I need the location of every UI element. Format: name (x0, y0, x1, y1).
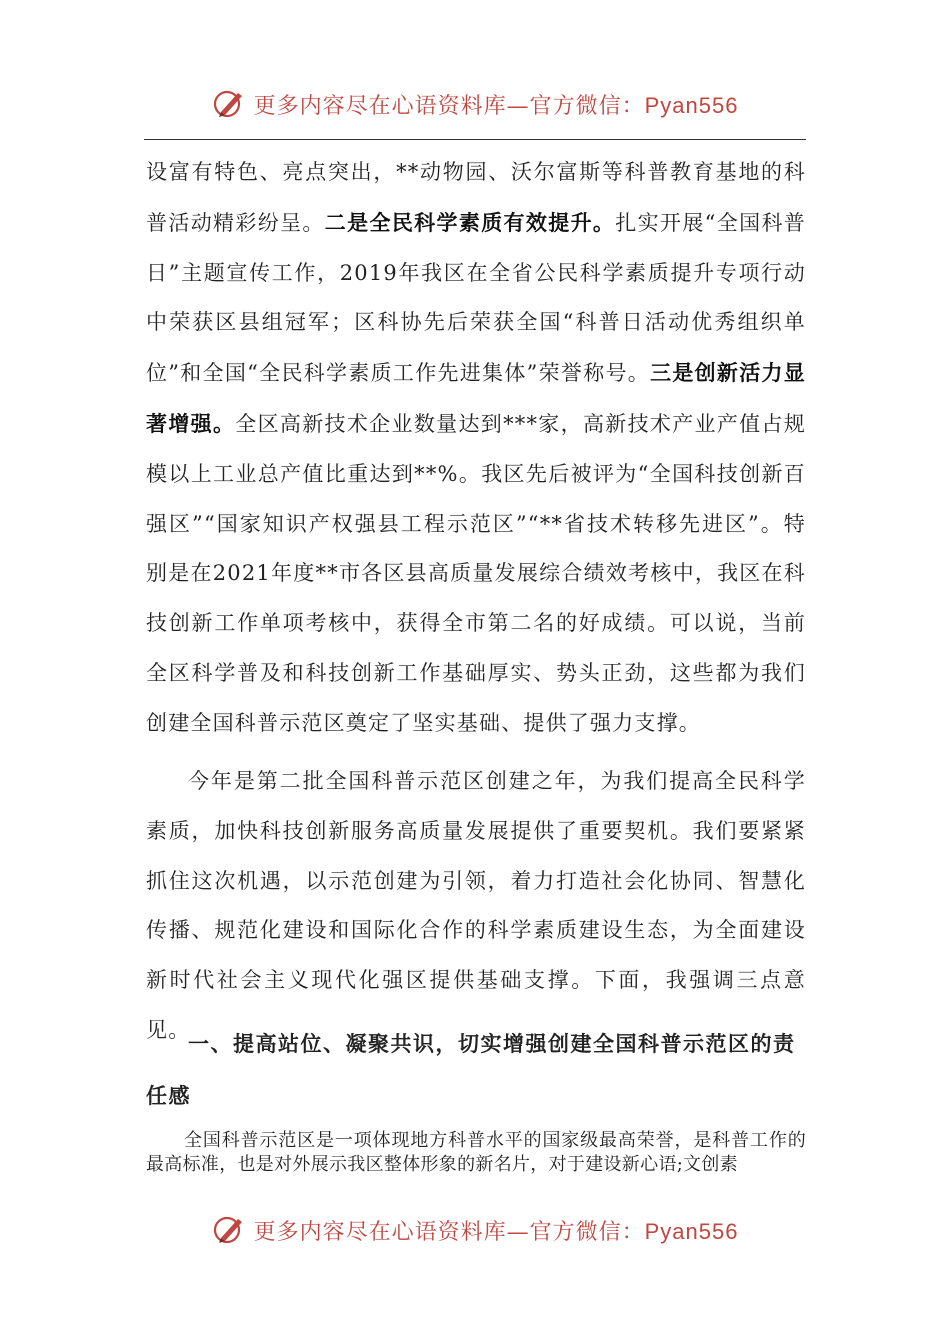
footer-banner (0, 1210, 950, 1250)
paragraph-2: 今年是第二批全国科普示范区创建之年，为我们提高全民科学素质，加快科技创新服务高质量发展提供了重要契机。我们要紧紧抓住这次机遇，以示范创建为引领，着力打造社会化协同、智慧化传播、规范化建设和国际化合作的科学素质建设生态，为全面建设新时代社会主义现代化强区提供基础支撑。下面，我强调三点意见。 (146, 769, 806, 1042)
section-heading-1: 一、提高站位、凝聚共识，切实增强创建全国科普示范区的责任感 (146, 1031, 796, 1108)
paragraph-1: 设富有特色、亮点突出，**动物园、沃尔富斯等科普教育基地的科普活动精彩纷呈。二是全民科学素质有效提升。扎实开展“全国科普日”主题宣传工作，2019年我区在全省公民科学素质提升专项行动中荣获区县组冠军；区科协先后荣获全国“科普日活动优秀组织单位”和全国“全民科学素质工作先进集体”荣誉称号。三是创新活力显著增强。全区高新技术企业数量达到***家，高新技术产业产值占规模以上工业总产值比重达到**%。我区先后被评为“全国科技创新百强区”“国家知识产权强县工程示范区”“**省技术转移先进区”。特别是在2021年度**市各区县高质量发展综合绩效考核中，我区在科技创新工作单项考核中，获得全市第二名的好成绩。可以说，当前全区科学普及和科技创新工作基础厚实、势头正劲，这些都为我们创建全国科普示范区奠定了坚实基础、提供了强力支撑。 (146, 160, 806, 735)
paragraph-3: 全国科普示范区是一项体现地方科普水平的国家级最高荣誉，是科普工作的最高标准，也是对外展示我区整体形象的新名片，对于建设新心语;文创素 (146, 1130, 806, 1175)
header-banner (0, 84, 950, 124)
pen-logo-icon (212, 1213, 246, 1247)
header-rule (144, 139, 806, 140)
footer-banner-text: 更多内容尽在心语资料库—官方微信：Pyan556 (253, 1218, 739, 1245)
header-banner-text: 更多内容尽在心语资料库—官方微信：Pyan556 (253, 92, 739, 119)
pen-logo-icon (212, 87, 246, 121)
